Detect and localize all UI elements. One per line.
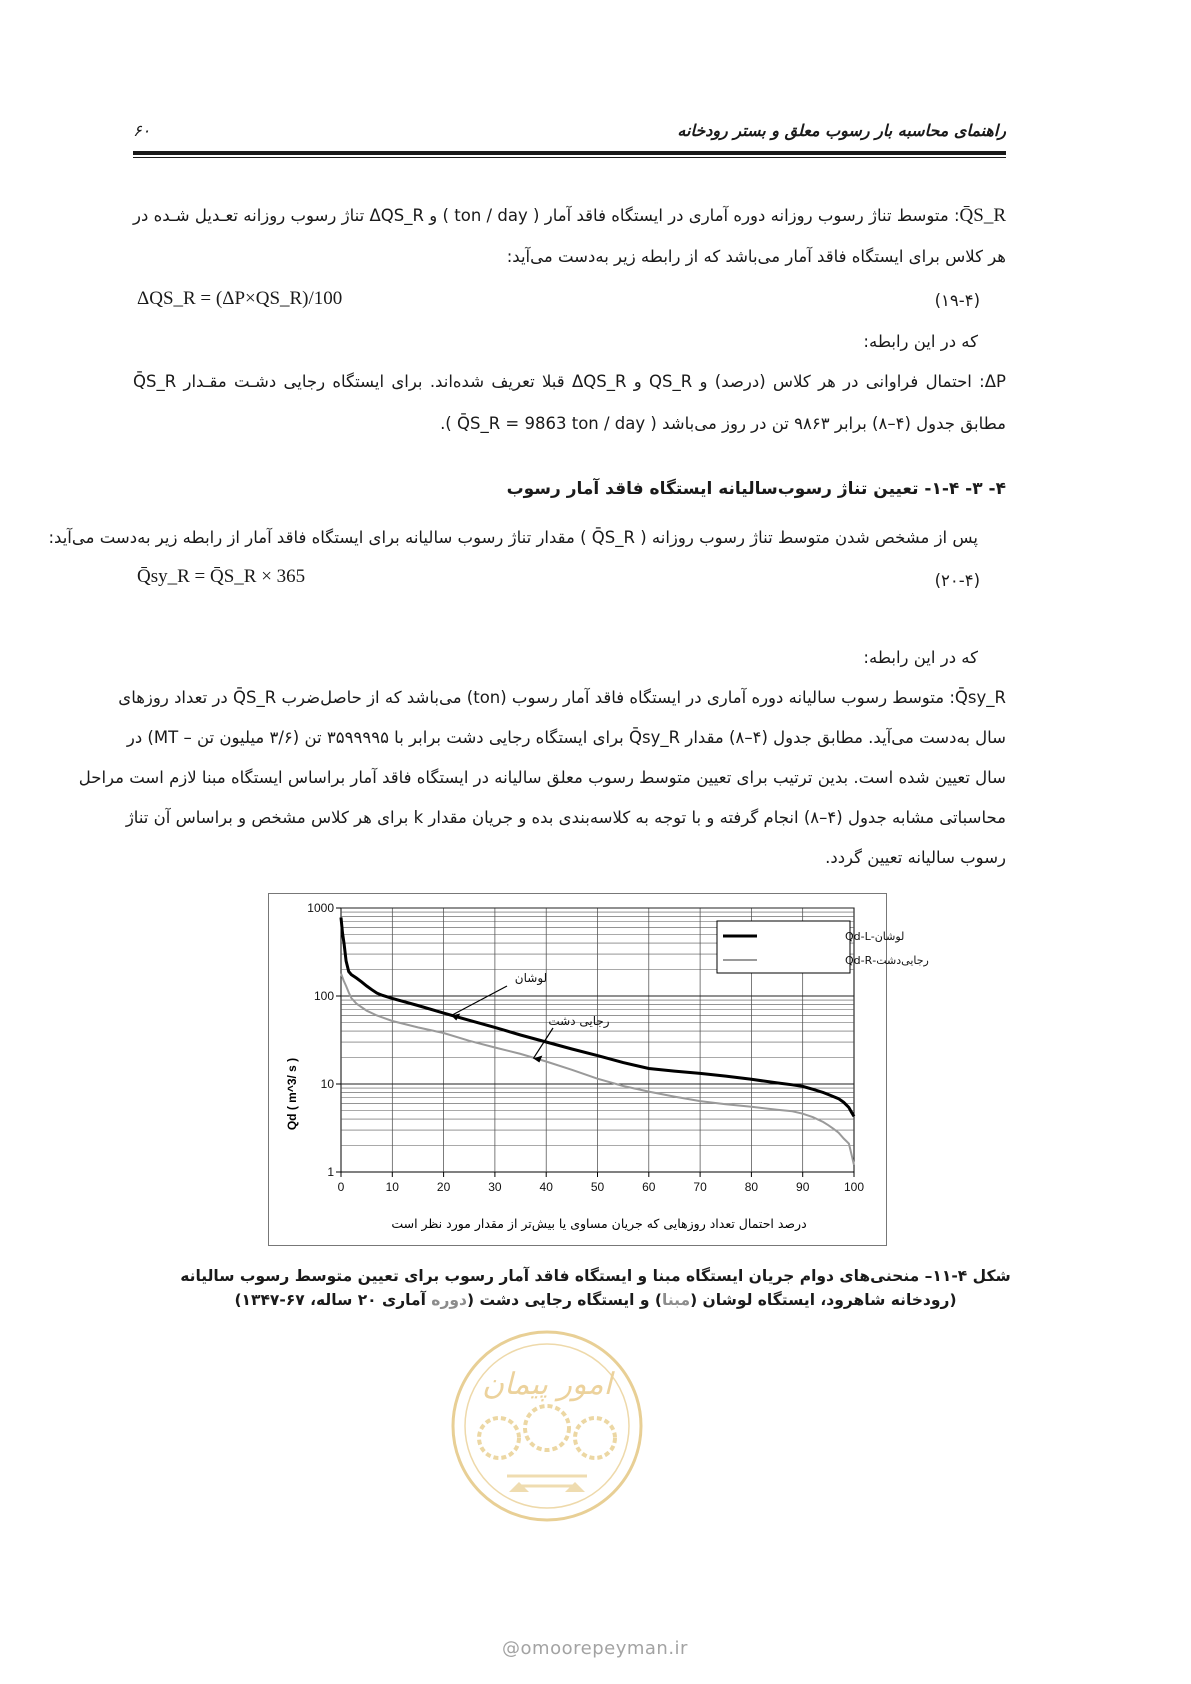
seal-text: امور پیمان — [482, 1367, 612, 1402]
paragraph-4-line-3: سال تعیین شده است. بدین ترتیب برای تعیین متوسط رسوب معلق سالیانه در ایستگاه فاقد آمار براساس ایستگاه مبنا لازم است مراحل — [78, 768, 1006, 787]
x-tick-label: 100 — [843, 1180, 865, 1194]
paragraph-2-line-2: مطابق جدول (۴–۸) برابر ۹۸۶۳ تن در روز می‌باشد ( Q̄S_R = 9863 ton / day ). — [440, 414, 1006, 433]
paragraph-4-line-2: سال به‌دست می‌آید. مطابق جدول (۴–۸) مقدار Q̄sy_R برای ایستگاه رجایی دشت برابر با ۳۵۹۹۹۹۵ تن (۳/۶ میلیون تن – MT) در — [126, 728, 1006, 747]
annotation-rajaei: رجایی دشت — [548, 1014, 610, 1028]
header-rule-thick — [133, 151, 1006, 155]
x-axis-label: درصد احتمال تعداد روزهایی که جریان مساوی یا بیش‌تر از مقدار مورد نظر است — [391, 1216, 807, 1231]
equation-19: ΔQS_R = (ΔP×QS_R)/100 — [137, 288, 343, 309]
paragraph-1-line-1: Q̄S_R: متوسط تناژ رسوب روزانه دوره آماری در ایستگاه فاقد آمار ( ton / day ) و ΔQS_R تناژ رسوب روزانه تعـدیل شـده در — [133, 205, 1006, 226]
x-tick-label: 30 — [488, 1180, 502, 1194]
legend-label: رجایی‌دشت-Qd-R — [845, 954, 929, 967]
running-title: راهنمای محاسبه بار رسوب معلق و بستر رودخانه — [677, 121, 1006, 140]
paragraph-2 — [133, 372, 1006, 392]
paragraph-3 — [48, 528, 978, 548]
caption-line-1: شکل ۴-۱۱– منحنی‌های دوام جریان ایستگاه مبنا و ایستگاه فاقد آمار رسوب برای تعیین متوسط رسوب سالیانه — [180, 1267, 1011, 1285]
legend-label: لوشان-Qd-L — [845, 930, 905, 943]
paragraph-1-line-2: هر کلاس برای ایستگاه فاقد آمار می‌باشد که از رابطه زیر به‌دست می‌آید: — [506, 247, 1006, 266]
paragraph-1b — [133, 247, 1006, 267]
paragraph-4 — [78, 688, 1006, 868]
footer-site: @omoorepeyman.ir — [502, 1638, 688, 1659]
paragraph-2-line-1: ΔP: احتمال فراوانی در هر کلاس (درصد) و QS_R و ΔQS_R قبلا تعریف شده‌اند. برای ایستگاه رجایی دشـت مقـدار Q̄S_R — [133, 372, 1006, 391]
x-tick-label: 40 — [539, 1180, 553, 1194]
paragraph-4-line-1: Q̄sy_R: متوسط رسوب سالیانه دوره آماری در ایستگاه فاقد آمار رسوب (ton) می‌باشد که از حاصل‌ضرب Q̄S_R در تعداد روزهای — [118, 688, 1006, 707]
x-tick-label: 20 — [436, 1180, 451, 1194]
section-heading: ۴- ۳- ۱-۴- تعیین تناژ رسوب‌سالیانه ایستگاه فاقد آمار رسوب — [506, 479, 1006, 499]
figure-caption — [133, 1264, 1058, 1312]
annotation-loshan: لوشان — [514, 971, 548, 985]
where-2: که در این رابطه: — [863, 648, 978, 667]
qsr-symbol: Q̄S_R — [959, 205, 1006, 226]
seal-graphic — [447, 1326, 647, 1526]
paragraph-3-line-1: پس از مشخص شدن متوسط تناژ رسوب روزانه ( Q̄S_R ) مقدار تناژ رسوب سالیانه برای ایستگاه فاقد آمار از رابطه زیر به‌دست می‌آید: — [48, 528, 978, 547]
equation-20: Q̄sy_R = Q̄S_R × 365 — [137, 566, 306, 587]
paragraph-2b — [133, 414, 1006, 434]
paragraph-1 — [133, 206, 1006, 226]
x-tick-label: 90 — [796, 1180, 810, 1194]
equation-20-number: (۲۰-۴) — [934, 571, 980, 590]
y-tick-label: 100 — [313, 989, 334, 1003]
legend-box — [717, 921, 850, 973]
page-number: ۶۰ — [133, 121, 151, 140]
page-header — [133, 121, 1006, 145]
header-rule-thin — [133, 157, 1006, 158]
figure-frame — [268, 893, 929, 1246]
watermark-seal — [447, 1326, 647, 1526]
chart-legend — [717, 921, 929, 973]
where-1: که در این رابطه: — [863, 332, 978, 351]
x-tick-label: 10 — [385, 1180, 399, 1194]
y-tick-label: 1000 — [307, 901, 334, 915]
y-axis-label: Qd ( m^3/ s ) — [285, 1057, 299, 1131]
y-tick-label: 1 — [327, 1165, 334, 1179]
paragraph-4-line-5: رسوب سالیانه تعیین گردد. — [825, 848, 1006, 867]
y-tick-label: 10 — [320, 1077, 334, 1091]
x-tick-label: 70 — [693, 1180, 707, 1194]
x-tick-label: 80 — [744, 1180, 759, 1194]
x-tick-label: 60 — [642, 1180, 656, 1194]
flow-duration-chart — [269, 894, 929, 1245]
x-tick-label: 50 — [590, 1180, 605, 1194]
caption-line-2: (رودخانه شاهرود، ایستگاه لوشان (مبنا) و ایستگاه رجایی دشت (دوره آماری ۲۰ ساله، ۶۷-۱۳۴۷) — [234, 1291, 957, 1309]
x-tick-label: 0 — [337, 1180, 345, 1194]
paragraph-4-line-4: محاسباتی مشابه جدول (۴–۸) انجام گرفته و با توجه به کلاسه‌بندی بده و جریان مقدار k برای هر کلاس مشخص و براساس آن تناژ — [125, 808, 1006, 827]
equation-19-number: (۱۹-۴) — [934, 291, 980, 310]
